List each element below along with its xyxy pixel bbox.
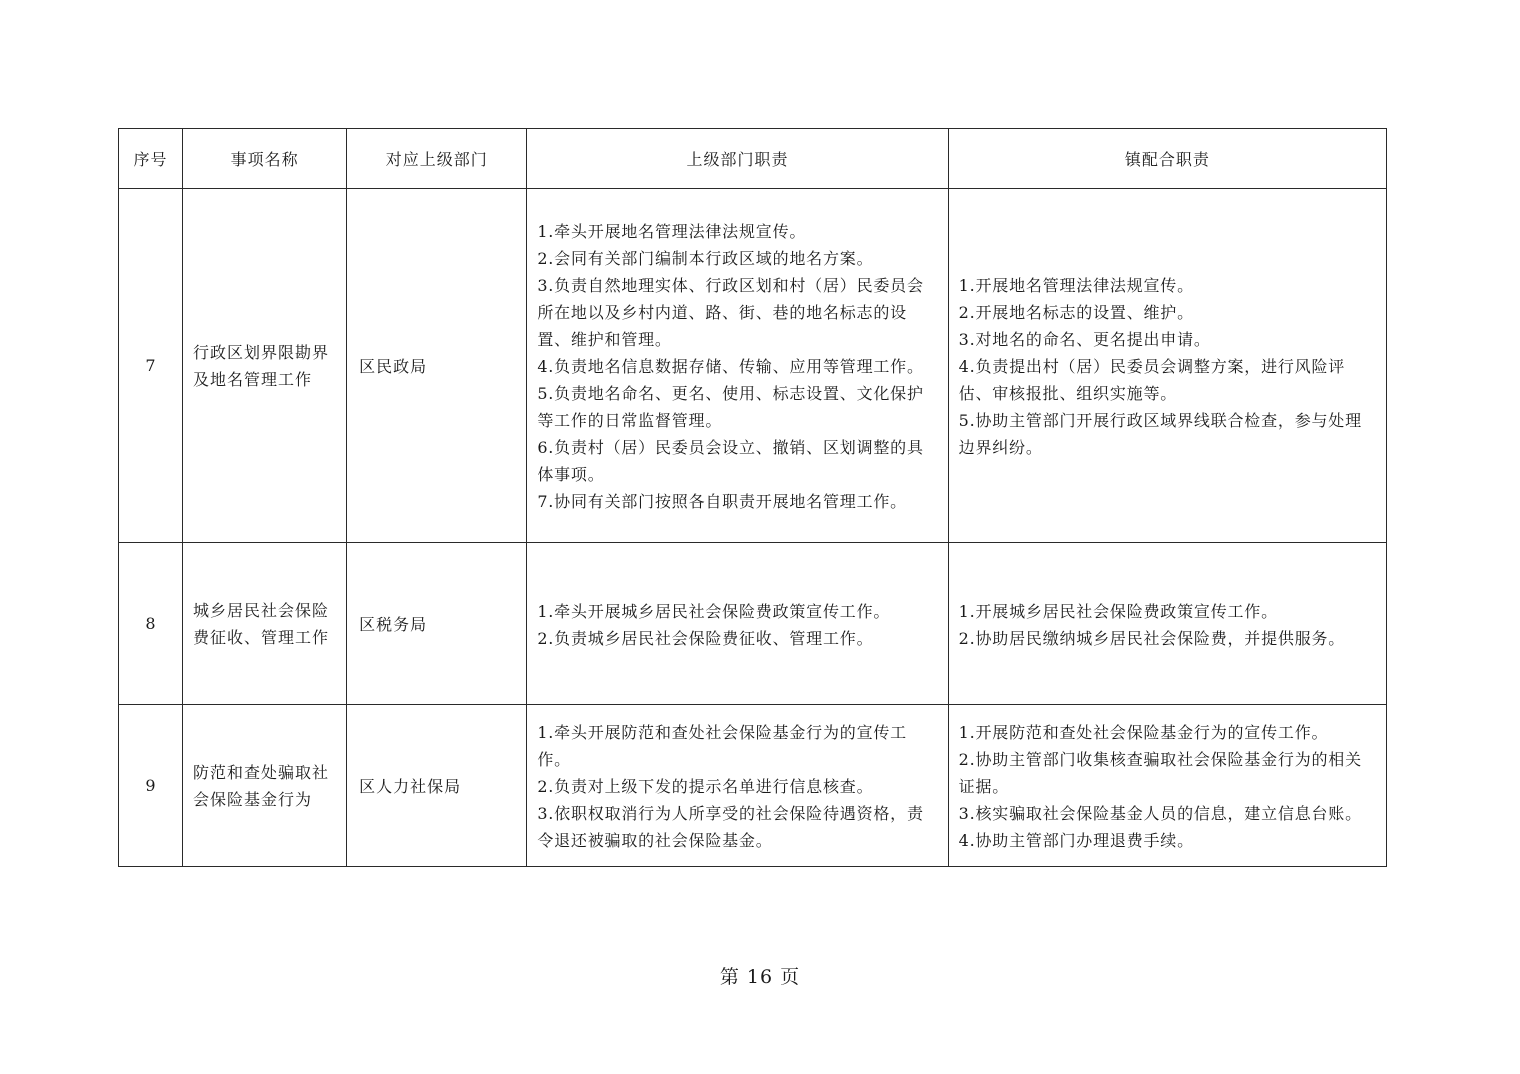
duty-line: 2.会同有关部门编制本行政区域的地名方案。	[537, 249, 874, 268]
duty-line: 3.核实骗取社会保险基金人员的信息，建立信息台账。	[958, 804, 1362, 823]
row-upper-duties	[527, 189, 948, 543]
duty-line: 1.牵头开展城乡居民社会保险费政策宣传工作。	[537, 601, 891, 621]
table-header-row	[119, 129, 1387, 189]
table-row	[119, 705, 1387, 867]
header-upper-duties: 上级部门职责	[527, 129, 948, 189]
row-upper-duties	[527, 705, 948, 867]
duty-line: 4.协助主管部门办理退费手续。	[958, 831, 1194, 850]
row-seq: 8	[119, 543, 183, 705]
row-item-name: 行政区划界限勘界及地名管理工作	[183, 189, 347, 543]
row-seq: 7	[119, 189, 183, 543]
duty-line: 3.对地名的命名、更名提出申请。	[958, 330, 1211, 349]
table-row	[119, 543, 1387, 705]
header-seq: 序号	[119, 129, 183, 189]
duty-line: 2.协助居民缴纳城乡居民社会保险费，并提供服务。	[958, 628, 1346, 648]
row-town-duties	[948, 189, 1386, 543]
duty-line: 3.负责自然地理实体、行政区划和村（居）民委员会所在地以及乡村内道、路、街、巷的地名标志的设置、维护和管理。	[537, 276, 924, 349]
duty-line: 2.协助主管部门收集核查骗取社会保险基金行为的相关证据。	[958, 750, 1362, 796]
header-town-duties: 镇配合职责	[948, 129, 1386, 189]
row-town-duties	[948, 705, 1386, 867]
duty-line: 2.负责城乡居民社会保险费征收、管理工作。	[537, 628, 874, 648]
duty-table	[118, 128, 1387, 867]
duty-line: 2.开展地名标志的设置、维护。	[958, 303, 1194, 322]
row-upper-duties	[527, 543, 948, 705]
duty-line: 1.牵头开展防范和查处社会保险基金行为的宣传工作。	[537, 723, 907, 769]
row-upper-dept: 区税务局	[347, 543, 527, 705]
table-row	[119, 189, 1387, 543]
header-item-name: 事项名称	[183, 129, 347, 189]
duty-line: 5.协助主管部门开展行政区域界线联合检查，参与处理边界纠纷。	[958, 411, 1362, 457]
duty-line: 4.负责地名信息数据存储、传输、应用等管理工作。	[537, 357, 924, 376]
header-upper-dept: 对应上级部门	[347, 129, 527, 189]
duty-line: 3.依职权取消行为人所享受的社会保险待遇资格，责令退还被骗取的社会保险基金。	[537, 804, 924, 850]
row-town-duties	[948, 543, 1386, 705]
duty-line: 2.负责对上级下发的提示名单进行信息核查。	[537, 777, 874, 796]
page-number: 第 16 页	[719, 966, 801, 988]
duty-line: 1.开展防范和查处社会保险基金行为的宣传工作。	[958, 723, 1329, 742]
duty-line: 1.牵头开展地名管理法律法规宣传。	[537, 222, 807, 241]
duty-line: 1.开展地名管理法律法规宣传。	[958, 276, 1194, 295]
row-seq: 9	[119, 705, 183, 867]
row-upper-dept: 区民政局	[347, 189, 527, 543]
duty-line: 1.开展城乡居民社会保险费政策宣传工作。	[958, 601, 1278, 621]
row-item-name: 防范和查处骗取社会保险基金行为	[183, 705, 347, 867]
duty-line: 5.负责地名命名、更名、使用、标志设置、文化保护等工作的日常监督管理。	[537, 384, 924, 430]
row-upper-dept: 区人力社保局	[347, 705, 527, 867]
duty-line: 6.负责村（居）民委员会设立、撤销、区划调整的具体事项。	[537, 438, 924, 484]
duty-line: 4.负责提出村（居）民委员会调整方案，进行风险评估、审核报批、组织实施等。	[958, 357, 1346, 403]
duty-line: 7.协同有关部门按照各自职责开展地名管理工作。	[537, 492, 907, 511]
row-item-name: 城乡居民社会保险费征收、管理工作	[183, 543, 347, 705]
